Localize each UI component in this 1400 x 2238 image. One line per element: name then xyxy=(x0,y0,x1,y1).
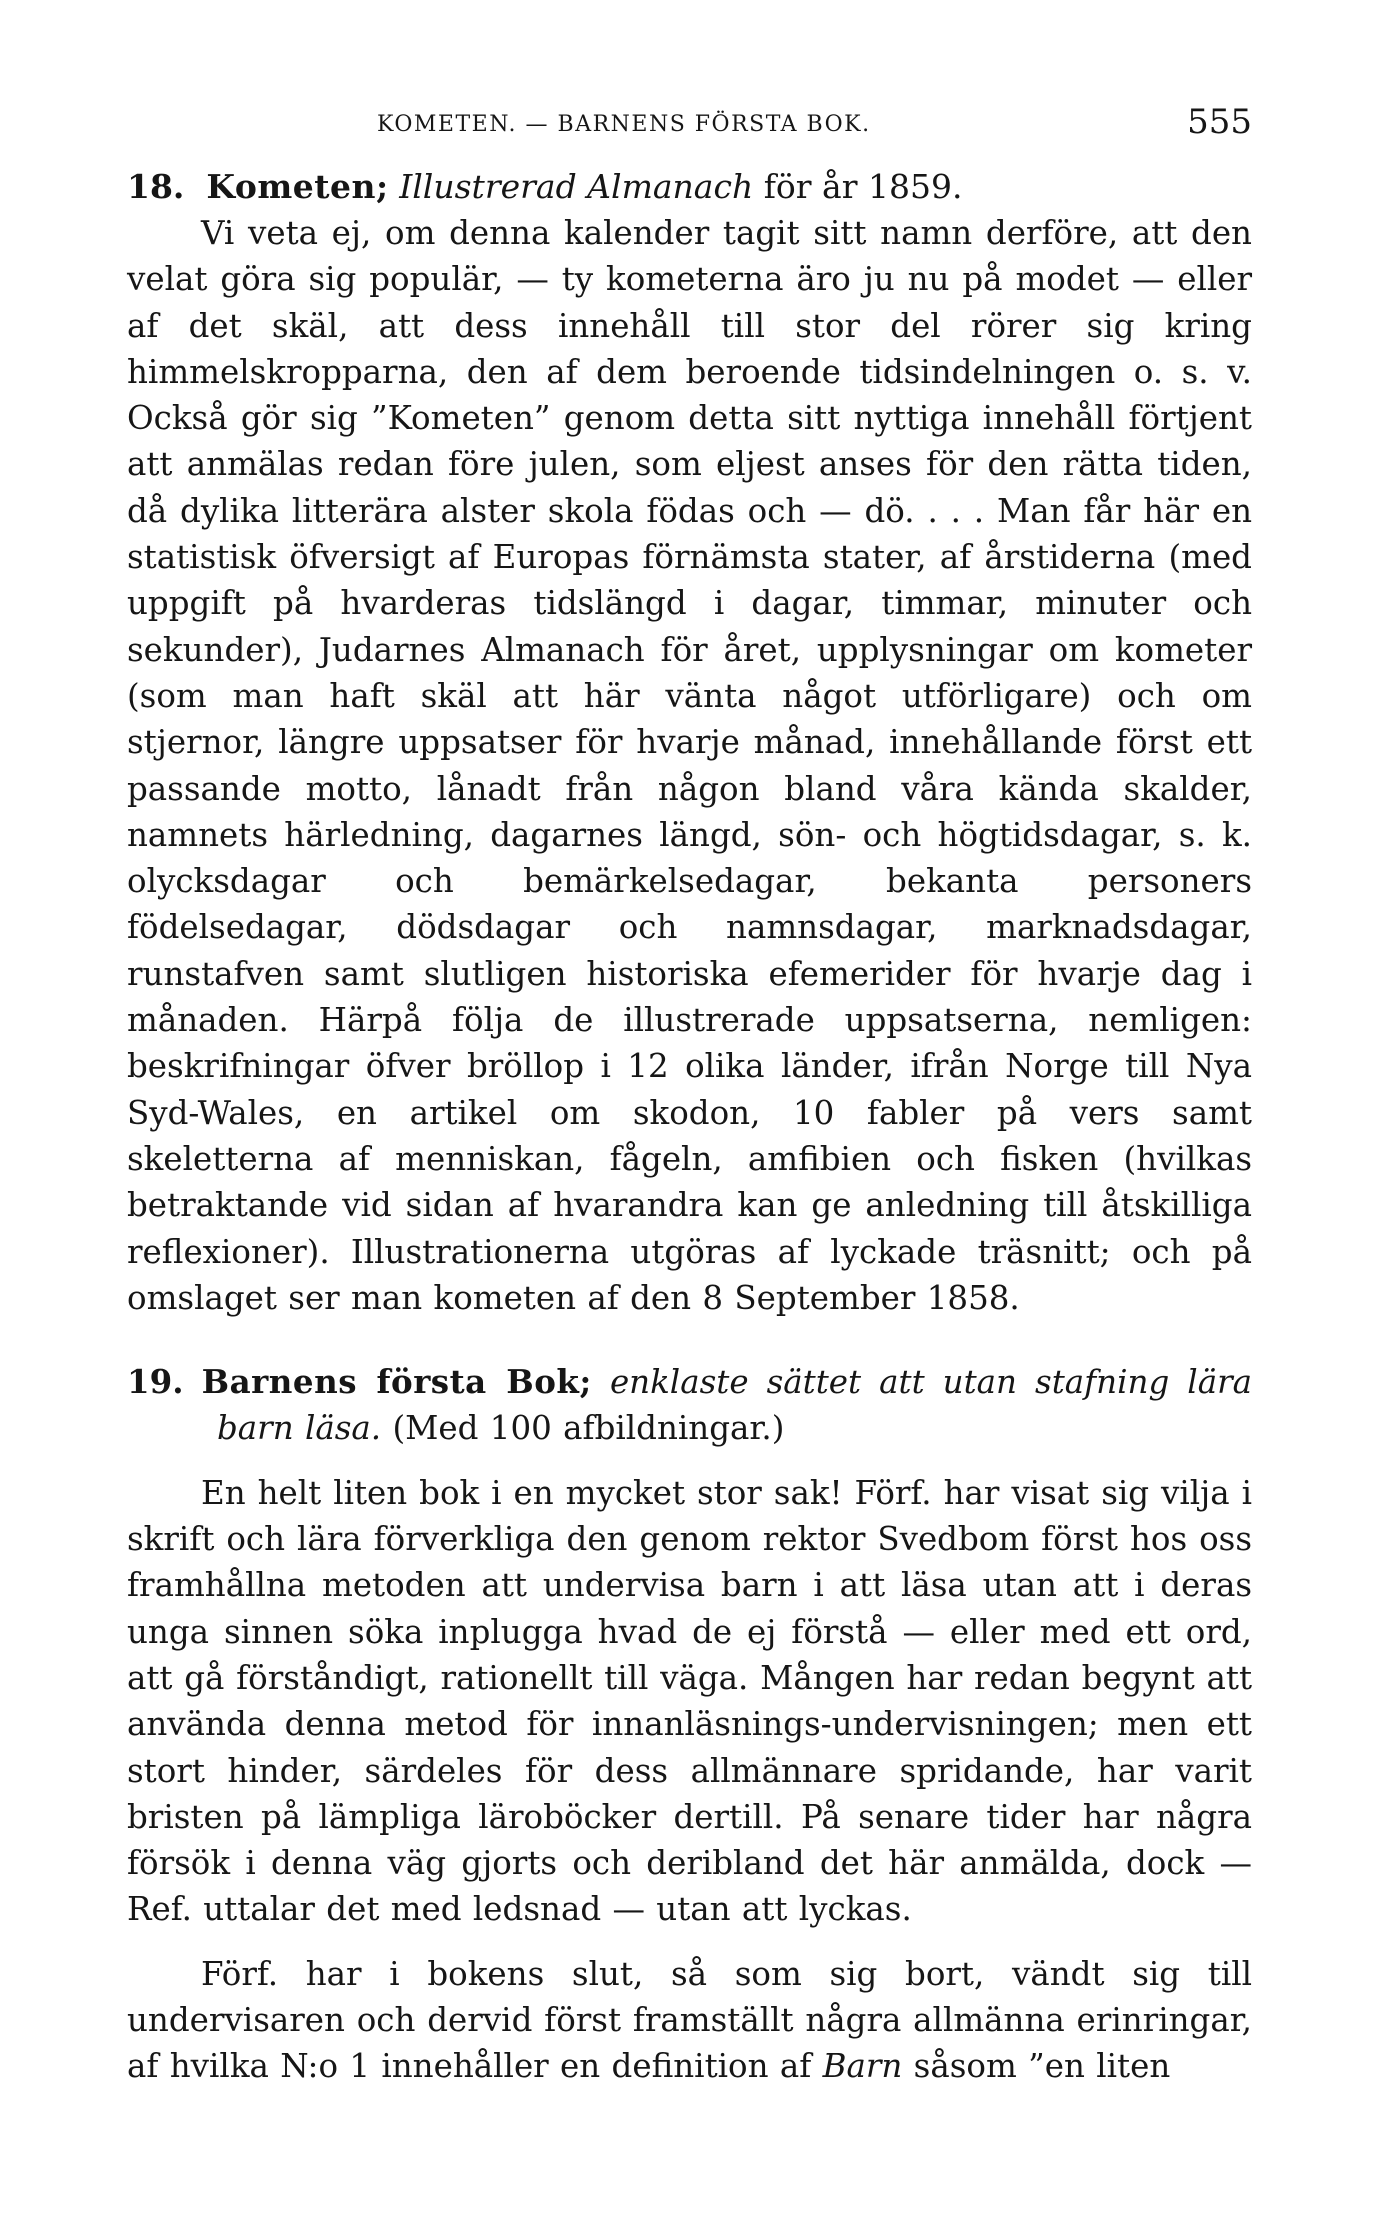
entry-19-number: 19. xyxy=(127,1362,184,1402)
entry-18-heading xyxy=(127,164,1252,210)
entry-19-paragraph-2-end: såsom ”en liten xyxy=(902,2047,1171,2086)
running-title: KOMETEN. — BARNENS FÖRSTA BOK. xyxy=(377,112,871,137)
entry-19-title: Barnens första Bok; xyxy=(201,1362,592,1402)
entry-19-paragraph-2 xyxy=(127,1951,1252,2090)
page-header xyxy=(127,96,1252,142)
entry-19-subtitle-rest: (Med 100 afbildningar.) xyxy=(381,1409,785,1448)
entry-19-paragraph-2-italic: Barn xyxy=(822,2047,903,2086)
page-number: 555 xyxy=(1187,102,1252,142)
entry-19-heading xyxy=(127,1359,1252,1452)
entry-18-subtitle-rest: för år 1859. xyxy=(753,167,963,206)
entry-18-body: Vi veta ej, om denna kalender tagit sitt namn derföre, att den velat göra sig populär, — ty kometerna äro ju nu på modet — eller af det skäl, att dess innehåll till stor del rörer sig kring himmelskropparna, den af dem beroende tidsindelningen o. s. v. Också gör sig ”Kometen” genom detta sitt nyttiga innehåll förtjent att anmälas redan före julen, som eljest anses för den rätta tiden, då dylika litterära alster skola födas och — dö. . . . Man får här en statistisk öfversigt af Europas förnämsta stater, af årstiderna (med uppgift på hvarderas tidslängd i dagar, timmar, minuter och sekunder), Judarnes Almanach för året, upplysningar om kometer (som man haft skäl att här vänta något utförligare) och om stjernor, längre uppsatser för hvarje månad, innehållande först ett passande motto, lånadt från någon bland våra kända skalder, namnets härledning, dagarnes längd, sön- och högtidsdagar, s. k. olycksdagar och bemärkelsedagar, bekanta personers födelsedagar, dödsdagar och namnsdagar, marknadsdagar, runstafven samt slutligen historiska efemerider för hvarje dag i månaden. Härpå följa de illustrerade uppsatserna, nemligen: beskrifningar öfver bröllop i 12 olika länder, ifrån Norge till Nya Syd-Wales, en artikel om skodon, 10 fabler på vers samt skeletterna af menniskan, fågeln, amfibien och fisken (hvilkas betraktande vid sidan af hvarandra kan ge anledning till åtskilliga reflexioner). Illustrationerna utgöras af lyckade träsnitt; och på omslaget ser man kometen af den 8 September 1858. xyxy=(127,214,1252,1317)
entry-18-number: 18. xyxy=(127,167,185,206)
entry-19-subtitle: enklaste sättet att utan stafning lära barn läsa. xyxy=(217,1363,1252,1448)
entry-18-subtitle: Illustrerad Almanach xyxy=(399,167,754,206)
entry-19-paragraph-1: En helt liten bok i en mycket stor sak! Förf. har visat sig vilja i skrift och lära förverkliga den genom rektor Svedbom först hos oss framhållna metoden att undervisa barn i att läsa utan att i deras unga sinnen söka inplugga hvad de ej förstå — eller med ett ord, att gå förståndigt, rationellt till väga. Mången har redan begynt att använda denna metod för innanläsnings-undervisningen; men ett stort hinder, särdeles för dess allmännare spridande, har varit bristen på lämpliga läroböcker dertill. På senare tider har några försök i denna väg gjorts och deribland det här anmälda, dock — Ref. uttalar det med ledsnad — utan att lyckas. xyxy=(127,1473,1252,1929)
entry-18-title: Kometen; xyxy=(206,167,389,206)
book-page xyxy=(127,96,1252,2090)
entry-19-paragraph-2-text: Förf. har i bokens slut, så som sig bort, vändt sig till undervisaren och dervid först framställt några allmänna erinringar, af hvilka N:o 1 innehåller en definition af xyxy=(127,1954,1252,2086)
